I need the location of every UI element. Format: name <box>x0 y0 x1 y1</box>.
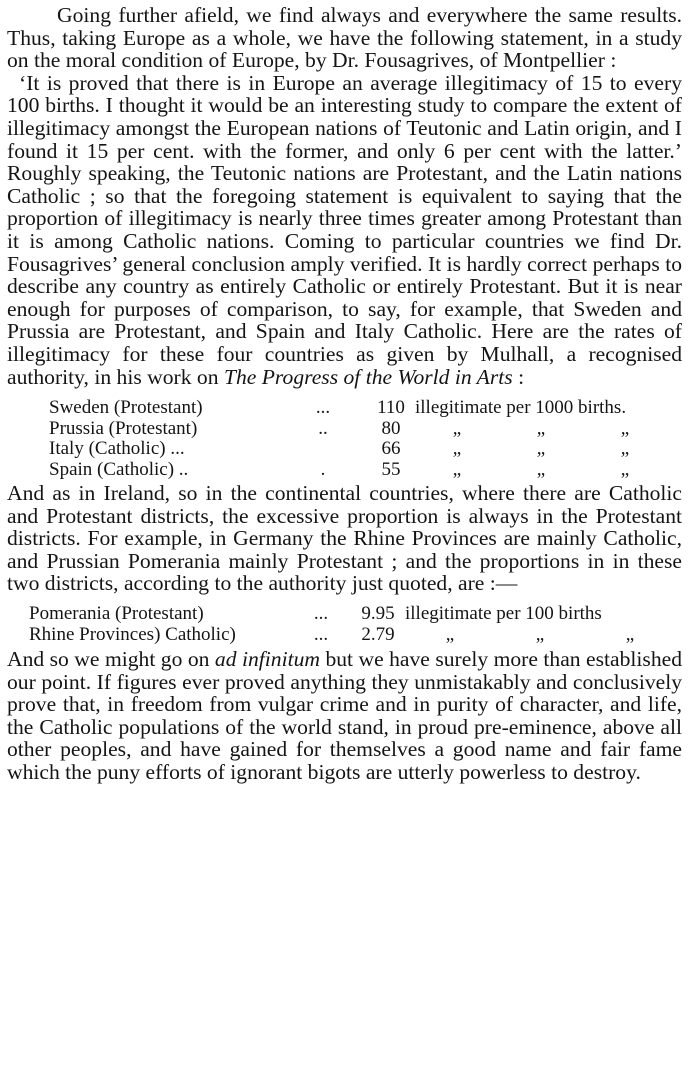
ditto-mark: „ <box>535 623 545 645</box>
ditto-mark: „ <box>445 623 455 645</box>
conclusion-start: And so we might go on <box>7 647 210 672</box>
illegitimacy-table-countries <box>49 398 667 480</box>
row-value: 55 <box>381 458 401 480</box>
row-value: 66 <box>381 438 401 460</box>
row-value: 2.79 <box>361 623 395 645</box>
table-row <box>29 604 675 625</box>
ditto-mark: „ <box>625 623 635 645</box>
row-value: 9.95 <box>361 603 395 625</box>
row-label: Sweden (Protestant) <box>49 397 203 419</box>
latin-phrase: ad infinitum <box>214 647 320 672</box>
ditto-mark: „ <box>620 438 630 460</box>
quotation-end: : <box>518 364 525 389</box>
row-dots: ... <box>313 623 329 645</box>
illegitimacy-table-districts <box>29 604 675 645</box>
ditto-mark: „ <box>452 417 462 439</box>
paragraph-quotation <box>7 72 682 388</box>
table-row <box>49 439 667 460</box>
table-row <box>49 419 667 440</box>
table-row <box>29 625 675 646</box>
row-dots: ... <box>315 397 331 419</box>
conclusion-text: but we have surely more than established our point. If figures ever proved anything they unmistakably and conclusively prove that, in freedom from vulgar crime and in purity of character, and life, the Catholic populations of the world stand, in proud pre-eminence, above all other peoples, and have gained for themselves a good name and fair fame which the puny efforts of ignorant bigots are utterly powerless to destroy. <box>7 647 682 785</box>
ditto-mark: „ <box>620 458 630 480</box>
row-dots <box>279 439 367 460</box>
paragraph-districts: And as in Ireland, so in the continental countries, where there are Catholic and Protestant districts, the excessive proportion is always in the Protestant districts. For example, in Germany the Rhine Provinces are mainly Catholic, and Prussian Pomerania mainly Protestant ; and the proportions in in these two districts, according to the authority just quoted, are :— <box>7 481 682 596</box>
row-label: Rhine Provinces) Catholic) <box>29 623 236 645</box>
row-dots: ... <box>313 603 329 625</box>
ditto-mark: „ <box>536 458 546 480</box>
row-value: 110 <box>377 397 405 419</box>
row-unit: illegitimate per 1000 births. <box>415 397 627 419</box>
row-dots: . <box>320 458 326 480</box>
table-row <box>49 460 667 481</box>
ditto-mark: „ <box>620 417 630 439</box>
table-row <box>49 398 667 419</box>
row-dots: .. <box>318 417 328 439</box>
row-label: Spain (Catholic) .. <box>49 458 189 480</box>
ditto-mark: „ <box>452 438 462 460</box>
row-unit: illegitimate per 100 births <box>405 603 602 625</box>
ditto-mark: „ <box>536 417 546 439</box>
ditto-mark: „ <box>536 438 546 460</box>
paragraph-conclusion <box>7 648 682 784</box>
row-label: Prussia (Protestant) <box>49 417 198 439</box>
ditto-mark: „ <box>452 458 462 480</box>
row-value: 80 <box>381 417 401 439</box>
quotation-text: ‘It is proved that there is in Europe an average illegitimacy of 15 to every 100 births. I thought it would be an interesting study to compare the extent of illegitimacy amongst the European nations of Teutonic and Latin origin, and I found it 15 per cent. with the former, and only 6 per cent with the latter.’ Roughly speaking, the Teutonic nations are Protestant, and the Latin nations Catholic ; so that the foregoing statement is equivalent to saying that the proportion of illegitimacy is nearly three times greater among Protestant than it is among Catholic nations. Coming to particular countries we find Dr. Fousagrives’ general conclusion amply verified. It is hardly correct perhaps to describe any country as entirely Catholic or entirely Protestant. But it is near enough for purposes of comparison, to say, for example, that Sweden and Prussia are Protestant, and Spain and Italy Catholic. Here are the rates of illegitimacy for these four countries as given by Mulhall, a recognised authority, in his work on <box>7 70 682 389</box>
paragraph-intro: Going further afield, we find always and everywhere the same results. Thus, taking Europe as a whole, we have the following statement, in a study on the moral condition of Europe, by Dr. Fousagrives, of Montpellier : <box>7 3 682 73</box>
row-label: Italy (Catholic) ... <box>49 438 185 460</box>
row-label: Pomerania (Protestant) <box>29 603 204 625</box>
book-title: The Progress of the World in Arts <box>223 364 513 389</box>
